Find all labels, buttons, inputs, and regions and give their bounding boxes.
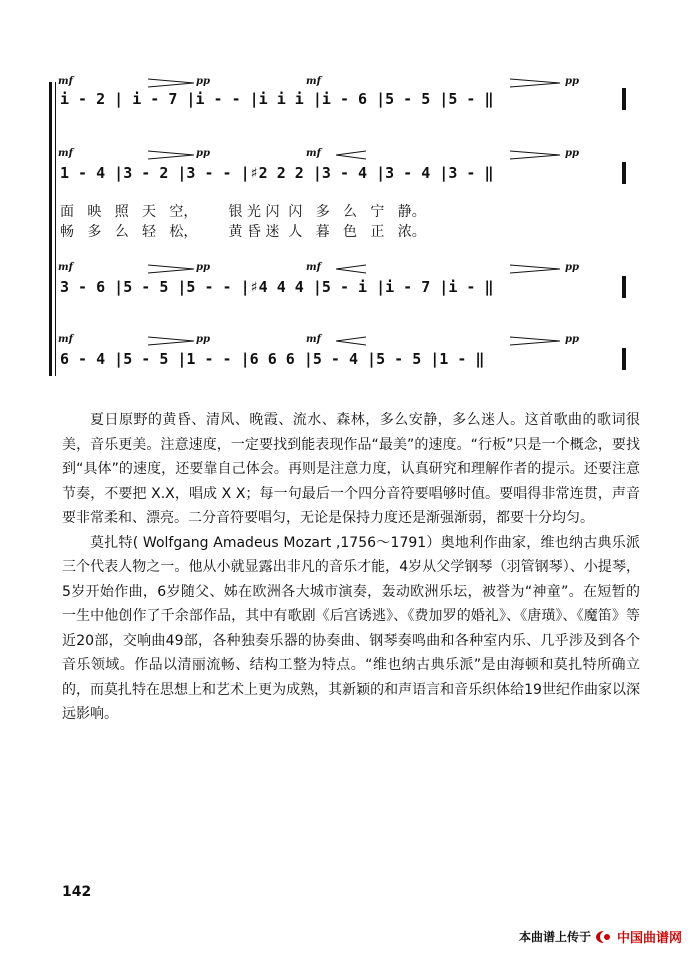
final-barline <box>622 88 626 110</box>
music-score <box>0 0 690 390</box>
paragraph-performance-notes: 夏日原野的黄昏、清风、晚霞、流水、森林，多么安静，多么迷人。这首歌曲的歌词很美，音乐更美。注意速度，一定要找到能表现作品“最美”的速度。“行板”只是一个概念，要找到“具体”的速度，还要靠自己体会。再则是注意力度，认真研究和理解作者的提示。还要注意节奏，不要把 X.X，唱成 X X；每一句最后一个四分音符要唱够时值。要唱得非常连贯，声音要非常柔和、漂亮。二分音符要唱匀，无论是保持力度还是渐强渐弱，都要十分均匀。 <box>62 412 640 526</box>
final-barline <box>622 276 626 298</box>
dynamic-mark: pp <box>196 148 210 159</box>
dynamic-mark: pp <box>565 76 579 87</box>
dynamic-mark: mf <box>306 262 321 273</box>
dynamic-mark: mf <box>58 334 73 345</box>
decrescendo-hairpin <box>148 150 194 160</box>
crescendo-hairpin <box>336 150 366 160</box>
dynamic-mark: pp <box>196 334 210 345</box>
system-line <box>55 82 56 376</box>
decrescendo-hairpin <box>148 78 194 88</box>
staff-4-notes: 6 - 4 |5 - 5 |1 - - |6 6 6 |5 - 4 |5 - 5 |1 - ‖ <box>60 350 485 368</box>
crescendo-hairpin <box>336 264 366 274</box>
site-logo-icon <box>595 930 613 944</box>
footer-label: 本曲谱上传于 <box>518 930 591 944</box>
dynamic-mark: pp <box>196 262 210 273</box>
lyric-line-1: 面 映 照 天 空， 银 光 闪 闪 多 么 宁 静。 <box>60 204 426 220</box>
decrescendo-hairpin <box>148 264 194 274</box>
dynamic-mark: mf <box>58 148 73 159</box>
dynamic-mark: mf <box>306 148 321 159</box>
decrescendo-hairpin <box>148 336 194 346</box>
decrescendo-hairpin <box>510 78 560 88</box>
dynamic-mark: mf <box>58 76 73 87</box>
final-barline <box>622 348 626 370</box>
commentary-text <box>62 408 640 727</box>
paragraph-mozart-bio: 莫扎特( Wolfgang Amadeus Mozart ,1756～1791）奥地利作曲家，维也纳古典乐派三个代表人物之一。他从小就显露出非凡的音乐才能，4岁从父学钢琴（羽管钢琴）、小提琴，5岁开始作曲，6岁随父、姊在欧洲各大城市演奏，轰动欧洲乐坛，被誉为“神童”。在短暂的一生中他创作了千余部作品，其中有歌剧《后宫诱逃》、《费加罗的婚礼》、《唐璜》、《魔笛》等近20部，交响曲49部，各种独奏乐器的协奏曲、钢琴奏鸣曲和各种室内乐、几乎涉及到各个音乐领域。作品以清丽流畅、结构工整为特点。“维也纳古典乐派”是由海顿和莫扎特所确立的，而莫扎特在思想上和艺术上更为成熟，其新颖的和声语言和音乐织体给19世纪作曲家以深远影响。 <box>62 534 640 722</box>
crescendo-hairpin <box>336 336 366 346</box>
lyric-line-2: 畅 多 么 轻 松， 黄 昏 迷 人 暮 色 正 浓。 <box>60 224 426 240</box>
decrescendo-hairpin <box>510 336 560 346</box>
staff-1-notes: i - 2 | i - 7 |i - - |i i i |i - 6 |5 - 5 |5 - ‖ <box>60 90 494 108</box>
footer-credit[interactable] <box>519 927 682 946</box>
decrescendo-hairpin <box>510 264 560 274</box>
dynamic-mark: mf <box>306 76 321 87</box>
dynamic-mark: pp <box>565 262 579 273</box>
system-bracket <box>49 82 52 376</box>
final-barline <box>622 162 626 184</box>
dynamic-mark: pp <box>565 334 579 345</box>
dynamic-mark: pp <box>565 148 579 159</box>
dynamic-mark: pp <box>196 76 210 87</box>
decrescendo-hairpin <box>510 150 560 160</box>
staff-3-notes: 3 - 6 |5 - 5 |5 - - |♯4 4 4 |5 - i |i - 7 |i - ‖ <box>60 278 494 296</box>
staff-2-notes: 1 - 4 |3 - 2 |3 - - |♯2 2 2 |3 - 4 |3 - 4 |3 - ‖ <box>60 164 494 182</box>
site-brand[interactable]: 中国曲谱网 <box>616 931 682 946</box>
dynamic-mark: mf <box>58 262 73 273</box>
page-number: 142 <box>62 884 92 900</box>
dynamic-mark: mf <box>306 334 321 345</box>
